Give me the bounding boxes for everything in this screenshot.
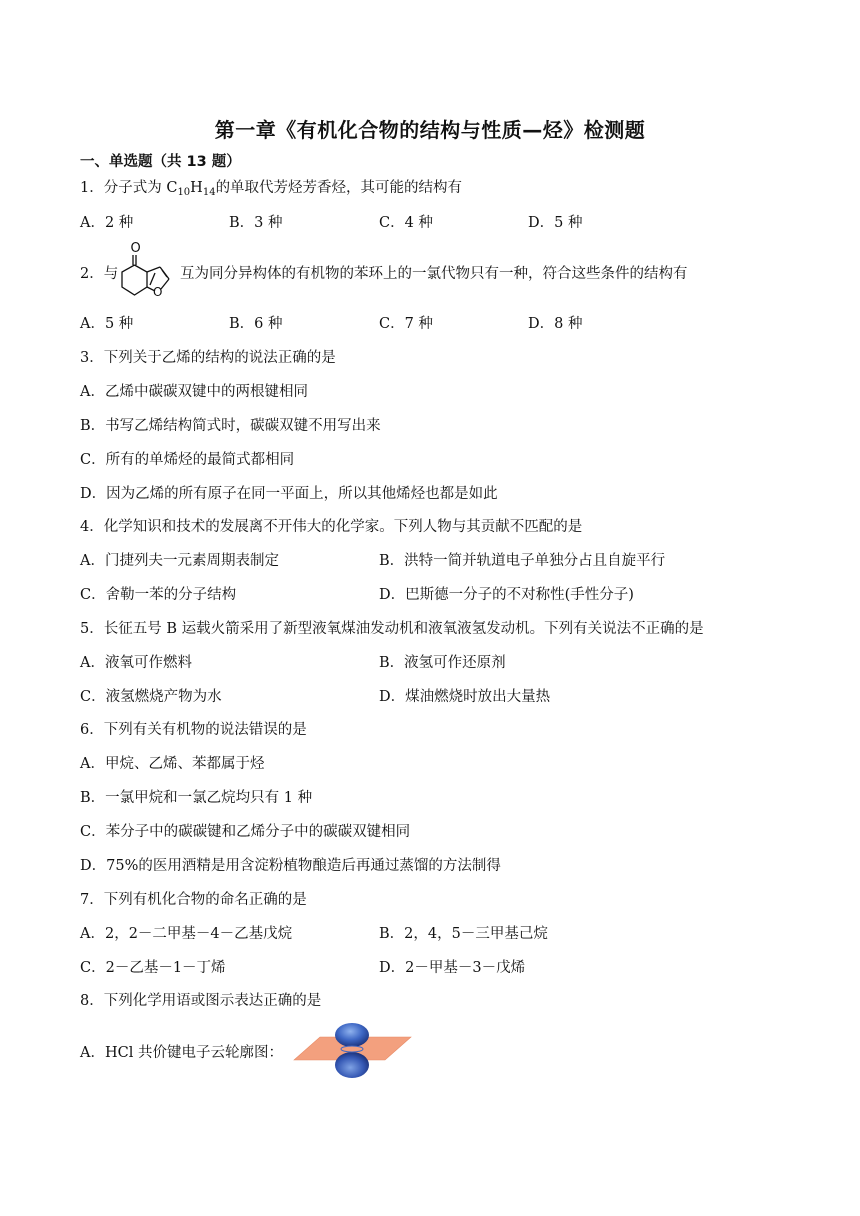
question-2-option-d: D．8 种 bbox=[528, 316, 583, 332]
question-1-option-a: A．2 种 bbox=[80, 215, 134, 231]
question-5-stem: 5．长征五号 B 运载火箭采用了新型液氧煤油发动机和液氧液氢发动机。下列有关说法不正确的是 bbox=[80, 621, 704, 637]
question-3-stem: 3．下列关于乙烯的结构的说法正确的是 bbox=[80, 350, 336, 366]
question-6-option-d: D．75%的医用酒精是用含淀粉植物酿造后再通过蒸馏的方法制得 bbox=[80, 858, 501, 874]
question-3-option-a: A．乙烯中碳碳双键中的两根键相同 bbox=[80, 384, 308, 400]
question-2-option-a: A．5 种 bbox=[80, 316, 134, 332]
question-1-option-b: B．3 种 bbox=[229, 215, 283, 231]
question-1-option-c: C．4 种 bbox=[379, 215, 433, 231]
page-title: 第一章《有机化合物的结构与性质—烃》检测题 bbox=[214, 118, 646, 142]
question-4-stem: 4．化学知识和技术的发展离不开伟大的化学家。下列人物与其贡献不匹配的是 bbox=[80, 519, 583, 535]
bicyclic-furanone-structure-icon bbox=[114, 240, 180, 306]
question-6-option-c: C．苯分子中的碳碳键和乙烯分子中的碳碳双键相同 bbox=[80, 824, 411, 840]
question-5-option-c: C．液氢燃烧产物为水 bbox=[80, 689, 222, 705]
question-3-option-c: C．所有的单烯烃的最简式都相同 bbox=[80, 452, 295, 468]
question-5-option-a: A．液氧可作燃料 bbox=[80, 655, 192, 671]
question-5-option-d: D．煤油燃烧时放出大量热 bbox=[379, 689, 551, 705]
electron-cloud-diagram-icon bbox=[294, 1020, 412, 1082]
question-4-option-c: C．舍勒一苯的分子结构 bbox=[80, 587, 237, 603]
question-7-option-b: B．2，4，5－三甲基己烷 bbox=[379, 926, 548, 942]
question-4-option-b: B．洪特一简并轨道电子单独分占且自旋平行 bbox=[379, 553, 666, 569]
question-2-stem: 互为同分异构体的有机物的苯环上的一氯代物只有一种，符合这些条件的结构有 bbox=[180, 266, 688, 282]
question-6-stem: 6．下列有关有机物的说法错误的是 bbox=[80, 722, 307, 738]
question-8-option-a: A．HCl 共价键电子云轮廓图： bbox=[80, 1045, 283, 1061]
question-2-option-c: C．7 种 bbox=[379, 316, 433, 332]
question-3-option-d: D．因为乙烯的所有原子在同一平面上，所以其他烯烃也都是如此 bbox=[80, 486, 498, 502]
section-heading: 一、单选题（共 13 题） bbox=[80, 154, 241, 170]
question-2-prefix: 2．与 bbox=[80, 266, 119, 282]
question-1-stem: 1．分子式为 $C_{10}H_{14}$的单取代芳烃芳香烃，其可能的结构有 bbox=[80, 180, 463, 198]
question-3-option-b: B．书写乙烯结构简式时，碳碳双键不用写出来 bbox=[80, 418, 381, 434]
question-8-stem: 8．下列化学用语或图示表达正确的是 bbox=[80, 993, 322, 1009]
carbonyl-oxygen-label: O bbox=[130, 241, 141, 256]
question-7-option-c: C．2－乙基－1－丁烯 bbox=[80, 960, 226, 976]
question-4-option-a: A．门捷列夫一元素周期表制定 bbox=[80, 553, 279, 569]
question-7-stem: 7．下列有机化合物的命名正确的是 bbox=[80, 892, 307, 908]
ring-oxygen-label: O bbox=[153, 285, 163, 299]
question-6-option-a: A．甲烷、乙烯、苯都属于烃 bbox=[80, 756, 265, 772]
question-6-option-b: B．一氯甲烷和一氯乙烷均只有 1 种 bbox=[80, 790, 313, 806]
question-1-option-d: D．5 种 bbox=[528, 215, 583, 231]
question-2-option-b: B．6 种 bbox=[229, 316, 283, 332]
question-7-option-d: D．2－甲基－3－戊烯 bbox=[379, 960, 526, 976]
question-5-option-b: B．液氢可作还原剂 bbox=[379, 655, 506, 671]
question-7-option-a: A．2，2－二甲基－4－乙基戊烷 bbox=[80, 926, 293, 942]
question-4-option-d: D．巴斯德一分子的不对称性(手性分子) bbox=[379, 587, 634, 603]
